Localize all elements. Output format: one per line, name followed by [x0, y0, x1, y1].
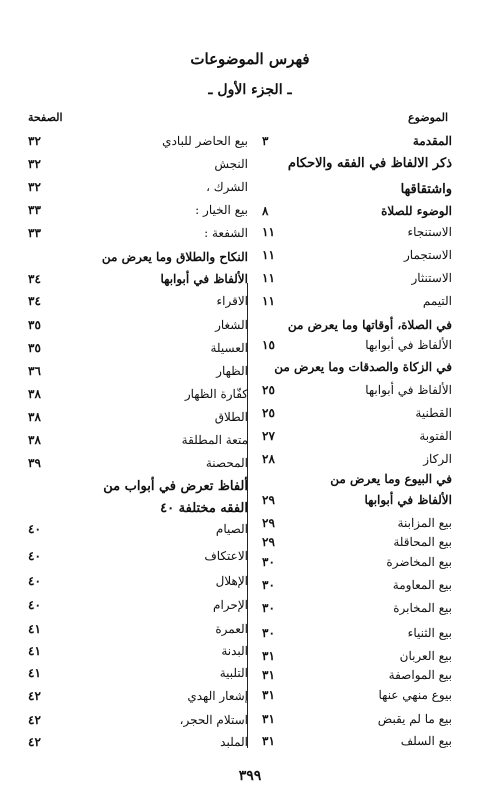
entry-title: الشغار [215, 318, 248, 332]
entry-page: ٤٢ [28, 735, 41, 749]
index-entry [28, 201, 248, 219]
entry-page: ٤٢ [28, 713, 41, 727]
entry-page: ٣٣ [28, 203, 41, 217]
index-entry [262, 450, 452, 468]
entry-title: بيع المخاضرة [386, 555, 452, 569]
index-entry [28, 385, 248, 403]
entry-title: الوضوء للصلاة [381, 204, 452, 218]
index-entry [28, 642, 248, 660]
entry-title: ألفاظ تعرض في أبواب من [103, 479, 248, 494]
index-entry [262, 404, 452, 422]
index-entry [28, 520, 248, 538]
index-entry [262, 181, 452, 199]
entry-page: ٣٨ [28, 410, 41, 424]
entry-title: البدنة [221, 644, 248, 658]
index-entry [28, 733, 248, 751]
entry-page: ٣١ [262, 734, 275, 748]
index-entry [262, 358, 452, 376]
entry-page: ٤٢ [28, 689, 41, 703]
page-column-header: الصفحة [28, 111, 63, 124]
entry-page: ٣٥ [28, 318, 41, 332]
entry-title: ذكر الالفاظ في الفقه والاحكام [287, 156, 452, 171]
entry-title: الألفاظ في أبوابها [364, 493, 452, 507]
entry-title: الشفعة : [204, 226, 248, 240]
entry-page: ١١ [262, 294, 275, 308]
index-entry [262, 292, 452, 310]
index-entry [262, 269, 452, 287]
entry-page: ٣١ [262, 649, 275, 663]
index-entry [262, 427, 452, 445]
index-entry [262, 223, 452, 241]
entry-title: النكاح والطلاق وما يعرض من [101, 250, 248, 264]
entry-title: الإحرام [213, 598, 248, 612]
entry-title: في الصلاة، أوقاتها وما يعرض من [287, 318, 452, 332]
entry-page: ٣٠ [262, 578, 275, 592]
entry-page: ٤١ [28, 644, 41, 658]
index-entry [262, 132, 452, 150]
entry-page: ٣٢ [28, 180, 41, 194]
entry-title: إشعار الهدي [187, 689, 248, 703]
index-entry [262, 576, 452, 594]
index-entry [28, 547, 248, 565]
entry-title: الفتوبة [419, 429, 452, 443]
index-entry [262, 470, 452, 488]
entry-title: النجش [214, 157, 248, 171]
entry-page: ٣٢ [28, 134, 41, 148]
index-entry [28, 178, 248, 196]
entry-title: في البيوع وما يعرض من [330, 472, 452, 486]
entry-page: ٣٩ [28, 456, 41, 470]
entry-title: بيع الحاضر للبادي [162, 134, 248, 148]
index-entry [262, 599, 452, 617]
entry-page: ٣ [262, 134, 269, 148]
index-entry [262, 514, 452, 532]
entry-title: المقدمة [412, 134, 452, 148]
entry-page: ٤٠ [28, 574, 41, 588]
entry-page: ٢٧ [262, 429, 275, 443]
entry-title: بيع الخيار : [195, 203, 248, 217]
entry-title: بيع المزابنة [397, 516, 452, 530]
entry-title: الألفاظ في أبوابها [365, 338, 452, 352]
entry-page: ٣٢ [28, 157, 41, 171]
entry-title: التلبية [219, 666, 248, 680]
entry-page: ١١ [262, 271, 275, 285]
entry-title: متعة المطلقة [181, 433, 248, 447]
index-entry [28, 431, 248, 449]
entry-title: الاقراء [216, 294, 248, 308]
index-entry [28, 572, 248, 590]
index-entry [28, 500, 248, 518]
entry-title: بيع الثنياء [407, 626, 452, 640]
index-entry [28, 596, 248, 614]
entry-page: ٤٠ [28, 549, 41, 563]
index-entry [28, 362, 248, 380]
entry-title: الركاز [423, 452, 452, 466]
entry-page: ٣٣ [28, 226, 41, 240]
index-entry [28, 248, 248, 266]
entry-page: ٣٠ [262, 601, 275, 615]
entry-title: في الزكاة والصدقات وما يعرض من [274, 360, 452, 374]
entry-page: ٣٨ [28, 433, 41, 447]
entry-page: ٨ [262, 204, 269, 218]
entry-page: ٢٨ [262, 452, 275, 466]
index-entry [28, 408, 248, 426]
entry-title: الإهلال [215, 574, 248, 588]
entry-title: الطلاق [214, 410, 248, 424]
index-entry [28, 132, 248, 150]
entry-page: ٤٠ [28, 598, 41, 612]
index-entry [262, 336, 452, 354]
index-entry [28, 478, 248, 496]
index-entry [28, 270, 248, 288]
entry-title: الصيام [215, 522, 248, 536]
entry-page: ٤٠ [28, 522, 41, 536]
page-number: ٣٩٩ [238, 768, 262, 784]
topic-column-header: الموضوع [408, 111, 449, 124]
index-entry [28, 224, 248, 242]
entry-title: واشتقاقها [400, 182, 452, 197]
entry-title: الاستنثار [411, 271, 452, 285]
entry-title: بيوع منهي عنها [378, 688, 452, 702]
page-title: فهرس الموضوعات [190, 50, 310, 68]
entry-title: العسيلة [210, 341, 248, 355]
index-entry [28, 454, 248, 472]
entry-page: ٣١ [262, 688, 275, 702]
entry-title: بيع السلف [400, 734, 452, 748]
index-entry [262, 647, 452, 665]
entry-title: التيمم [422, 294, 452, 308]
entry-page: ١٥ [262, 338, 275, 352]
entry-page: ١١ [262, 248, 275, 262]
entry-title: بيع المخابرة [393, 601, 452, 615]
index-entry [28, 155, 248, 173]
index-entry [28, 620, 248, 638]
entry-page: ١١ [262, 225, 275, 239]
entry-page: ٢٥ [262, 383, 275, 397]
entry-title: الملبد [220, 735, 248, 749]
index-entry [262, 732, 452, 750]
entry-title: الاعتكاف [204, 549, 248, 563]
entry-page: ٤١ [28, 622, 41, 636]
entry-page: ٣٠ [262, 555, 275, 569]
entry-page: ٣٦ [28, 364, 41, 378]
entry-page: ٢٩ [262, 535, 275, 549]
index-entry [262, 316, 452, 334]
index-entry [262, 381, 452, 399]
entry-title: العمرة [215, 622, 248, 636]
index-entry [262, 553, 452, 571]
entry-title: بيع المعاومة [392, 578, 452, 592]
entry-title: الألفاظ في أبوابها [365, 383, 452, 397]
index-entry [28, 339, 248, 357]
entry-title: الألفاظ في أبوابها [160, 272, 248, 286]
index-entry [262, 491, 452, 509]
index-entry [28, 292, 248, 310]
index-entry [262, 155, 452, 173]
entry-page: ٣٤ [28, 294, 41, 308]
entry-page: ٣١ [262, 668, 275, 682]
entry-page: ٣٥ [28, 341, 41, 355]
index-entry [262, 624, 452, 642]
entry-title: بيع المحاقلة [393, 535, 452, 549]
index-entry [262, 710, 452, 728]
index-entry [262, 246, 452, 264]
entry-page: ٣٤ [28, 272, 41, 286]
entry-title: القطنية [415, 406, 452, 420]
entry-title: الظهار [216, 364, 248, 378]
index-entry [262, 202, 452, 220]
entry-page: ٣٠ [262, 626, 275, 640]
entry-page: ٤١ [28, 666, 41, 680]
index-entry [28, 711, 248, 729]
entry-page: ٣١ [262, 712, 275, 726]
entry-title: بيع العربان [399, 649, 452, 663]
entry-title: الشرك ، [206, 180, 248, 194]
entry-page: ٢٩ [262, 493, 275, 507]
index-entry [262, 533, 452, 551]
index-entry [262, 666, 452, 684]
entry-title: بيع ما لم يقبض [377, 712, 452, 726]
entry-title: كفّارة الظهار [184, 387, 248, 401]
entry-page: ٢٩ [262, 516, 275, 530]
index-entry [28, 316, 248, 334]
entry-title: الفقه مختلفة ٤٠ [160, 501, 248, 516]
entry-title: الاستجمار [404, 248, 452, 262]
index-entry [28, 664, 248, 682]
entry-title: استلام الحجر، [179, 713, 248, 727]
index-entry [262, 686, 452, 704]
page-subtitle: ـ الجزء الأول ـ [208, 82, 292, 98]
entry-page: ٢٥ [262, 406, 275, 420]
entry-title: المحصنة [205, 456, 248, 470]
index-entry [28, 687, 248, 705]
entry-page: ٣٨ [28, 387, 41, 401]
entry-title: الاستنجاء [407, 225, 452, 239]
entry-title: بيع المواصفة [388, 668, 452, 682]
